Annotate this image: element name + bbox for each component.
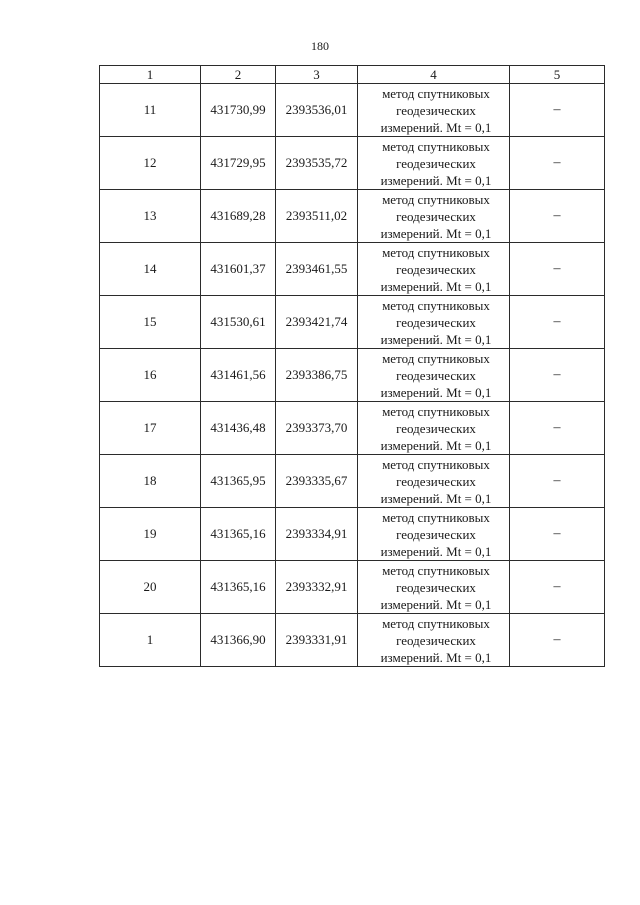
method-text-line: геодезических <box>396 526 476 542</box>
x-coordinate-cell: 431601,37 <box>201 243 276 296</box>
table-row <box>100 508 605 561</box>
x-coordinate-cell: 431436,48 <box>201 402 276 455</box>
x-coordinate-cell: 431365,16 <box>201 561 276 614</box>
point-number-cell: 17 <box>100 402 201 455</box>
y-coordinate-cell: 2393331,91 <box>276 614 358 667</box>
method-cell <box>358 84 510 137</box>
method-text-line: геодезических <box>396 102 476 118</box>
method-text-line: измерений. Mt = 0,1 <box>380 596 492 612</box>
point-number-cell: 13 <box>100 190 201 243</box>
method-text-line: измерений. Mt = 0,1 <box>380 437 492 453</box>
method-cell <box>358 455 510 508</box>
method-cell <box>358 614 510 667</box>
column-header: 5 <box>510 66 605 84</box>
coordinates-table <box>99 65 605 667</box>
table-row <box>100 561 605 614</box>
note-cell: – <box>510 190 605 243</box>
note-cell: – <box>510 296 605 349</box>
method-text-line: метод спутниковых <box>382 350 490 366</box>
point-number-cell: 19 <box>100 508 201 561</box>
x-coordinate-cell: 431365,95 <box>201 455 276 508</box>
table-row <box>100 455 605 508</box>
method-text-line: геодезических <box>396 579 476 595</box>
method-cell <box>358 561 510 614</box>
method-cell <box>358 349 510 402</box>
y-coordinate-cell: 2393334,91 <box>276 508 358 561</box>
method-text-line: метод спутниковых <box>382 85 490 101</box>
method-text-line: геодезических <box>396 261 476 277</box>
point-number-cell: 15 <box>100 296 201 349</box>
table-row <box>100 243 605 296</box>
y-coordinate-cell: 2393536,01 <box>276 84 358 137</box>
method-text-line: геодезических <box>396 208 476 224</box>
method-cell <box>358 190 510 243</box>
method-text-line: геодезических <box>396 632 476 648</box>
y-coordinate-cell: 2393511,02 <box>276 190 358 243</box>
x-coordinate-cell: 431729,95 <box>201 137 276 190</box>
method-text-line: геодезических <box>396 473 476 489</box>
table-row <box>100 402 605 455</box>
point-number-cell: 16 <box>100 349 201 402</box>
method-text-line: метод спутниковых <box>382 615 490 631</box>
x-coordinate-cell: 431689,28 <box>201 190 276 243</box>
column-header: 2 <box>201 66 276 84</box>
method-text-line: измерений. Mt = 0,1 <box>380 490 492 506</box>
y-coordinate-cell: 2393461,55 <box>276 243 358 296</box>
method-cell <box>358 243 510 296</box>
method-text-line: метод спутниковых <box>382 562 490 578</box>
y-coordinate-cell: 2393386,75 <box>276 349 358 402</box>
point-number-cell: 18 <box>100 455 201 508</box>
note-cell: – <box>510 614 605 667</box>
y-coordinate-cell: 2393335,67 <box>276 455 358 508</box>
method-text-line: измерений. Mt = 0,1 <box>380 543 492 559</box>
method-text-line: геодезических <box>396 420 476 436</box>
method-text-line: измерений. Mt = 0,1 <box>380 225 492 241</box>
method-cell <box>358 508 510 561</box>
note-cell: – <box>510 402 605 455</box>
method-text-line: измерений. Mt = 0,1 <box>380 649 492 665</box>
note-cell: – <box>510 243 605 296</box>
method-text-line: метод спутниковых <box>382 138 490 154</box>
table-row <box>100 190 605 243</box>
method-cell <box>358 402 510 455</box>
page-number: 180 <box>311 39 329 53</box>
method-text-line: метод спутниковых <box>382 244 490 260</box>
method-text-line: метод спутниковых <box>382 456 490 472</box>
point-number-cell: 20 <box>100 561 201 614</box>
column-header: 4 <box>358 66 510 84</box>
x-coordinate-cell: 431730,99 <box>201 84 276 137</box>
method-cell <box>358 296 510 349</box>
point-number-cell: 1 <box>100 614 201 667</box>
method-text-line: измерений. Mt = 0,1 <box>380 384 492 400</box>
method-text-line: измерений. Mt = 0,1 <box>380 119 492 135</box>
x-coordinate-cell: 431530,61 <box>201 296 276 349</box>
method-text-line: метод спутниковых <box>382 509 490 525</box>
note-cell: – <box>510 561 605 614</box>
method-text-line: метод спутниковых <box>382 191 490 207</box>
method-text-line: геодезических <box>396 367 476 383</box>
table-row <box>100 614 605 667</box>
table-row <box>100 296 605 349</box>
y-coordinate-cell: 2393421,74 <box>276 296 358 349</box>
method-text-line: геодезических <box>396 155 476 171</box>
y-coordinate-cell: 2393332,91 <box>276 561 358 614</box>
note-cell: – <box>510 455 605 508</box>
x-coordinate-cell: 431461,56 <box>201 349 276 402</box>
note-cell: – <box>510 137 605 190</box>
y-coordinate-cell: 2393373,70 <box>276 402 358 455</box>
method-text-line: метод спутниковых <box>382 403 490 419</box>
note-cell: – <box>510 84 605 137</box>
method-text-line: геодезических <box>396 314 476 330</box>
table-header-row <box>100 66 605 84</box>
note-cell: – <box>510 349 605 402</box>
note-cell: – <box>510 508 605 561</box>
x-coordinate-cell: 431366,90 <box>201 614 276 667</box>
column-header: 3 <box>276 66 358 84</box>
table-body <box>100 66 605 667</box>
table-row <box>100 137 605 190</box>
x-coordinate-cell: 431365,16 <box>201 508 276 561</box>
method-text-line: измерений. Mt = 0,1 <box>380 331 492 347</box>
table-row <box>100 84 605 137</box>
method-text-line: измерений. Mt = 0,1 <box>380 278 492 294</box>
table-row <box>100 349 605 402</box>
point-number-cell: 11 <box>100 84 201 137</box>
method-cell <box>358 137 510 190</box>
y-coordinate-cell: 2393535,72 <box>276 137 358 190</box>
method-text-line: метод спутниковых <box>382 297 490 313</box>
point-number-cell: 12 <box>100 137 201 190</box>
column-header: 1 <box>100 66 201 84</box>
point-number-cell: 14 <box>100 243 201 296</box>
method-text-line: измерений. Mt = 0,1 <box>380 172 492 188</box>
